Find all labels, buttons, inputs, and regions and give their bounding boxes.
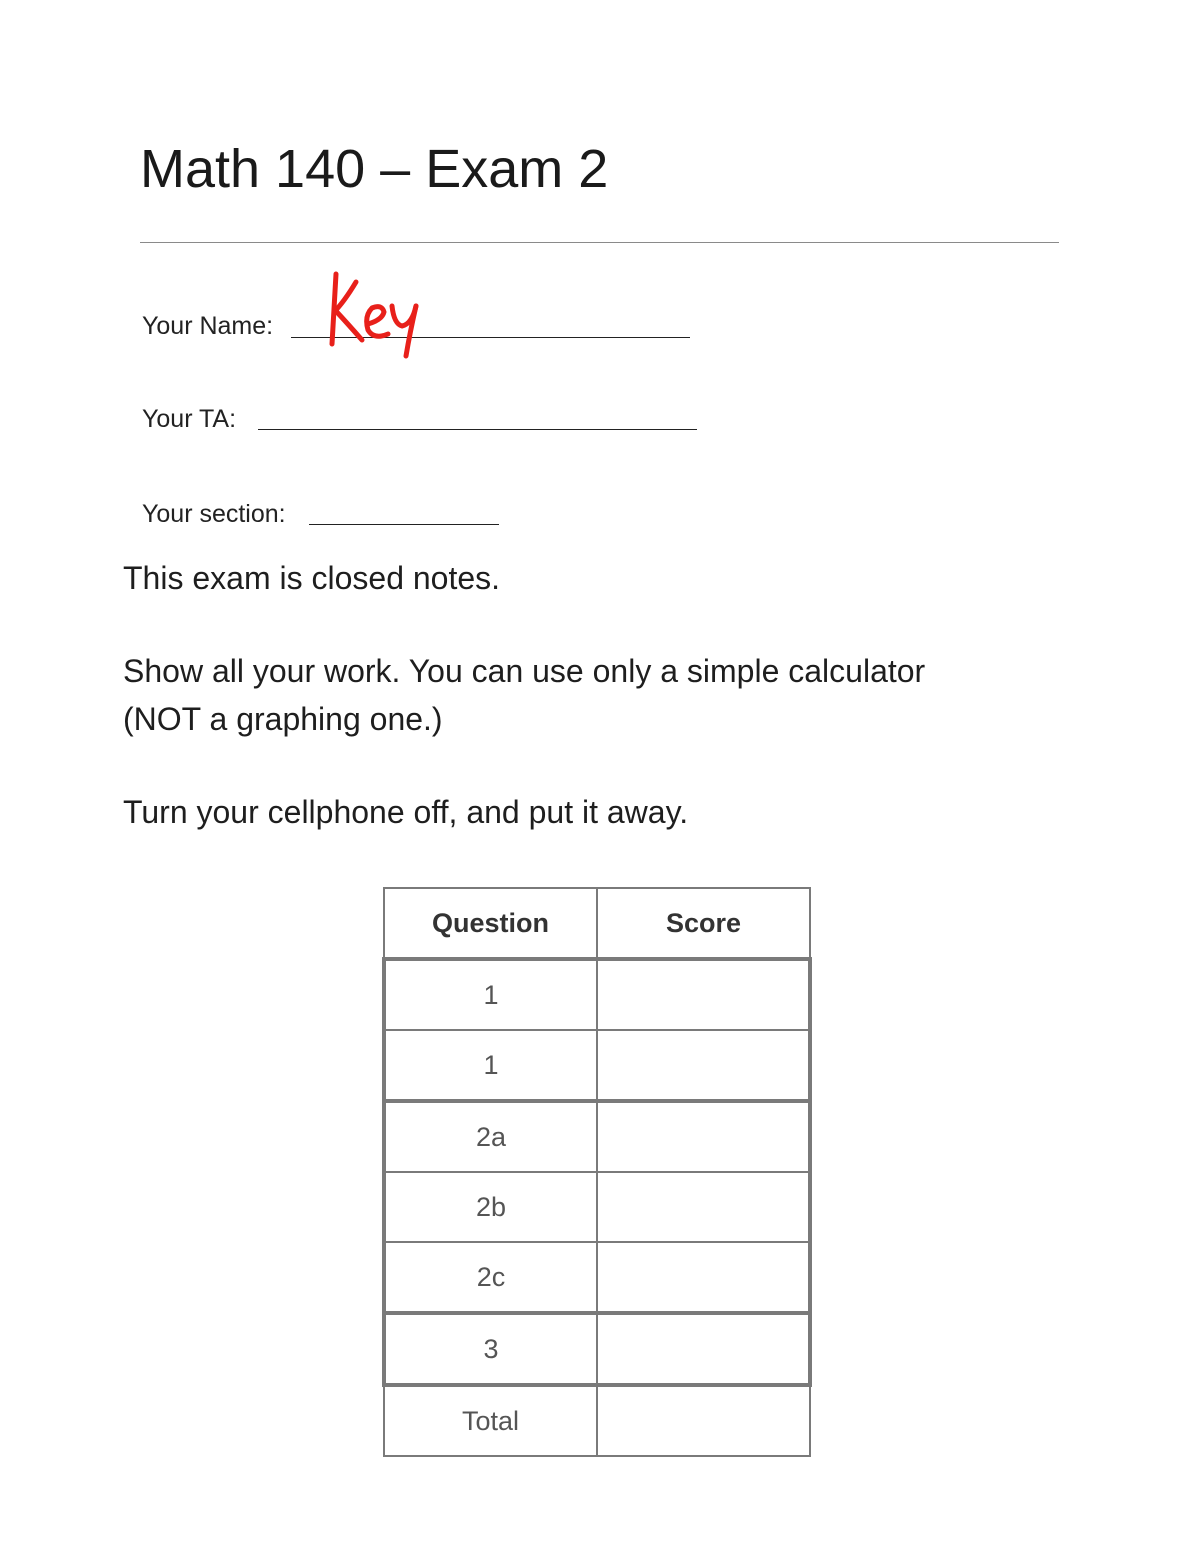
score-cell[interactable] <box>597 959 810 1030</box>
section-blank-line[interactable] <box>309 524 499 525</box>
table-row <box>384 959 810 1030</box>
title-divider <box>140 242 1059 243</box>
table-header-row <box>384 888 810 959</box>
column-header-question: Question <box>384 888 597 959</box>
instruction-show-work: Show all your work. You can use only a simple calculator <box>123 653 926 689</box>
table-row <box>384 1101 810 1172</box>
total-label-cell: Total <box>384 1385 597 1456</box>
page-title: Math 140 – Exam 2 <box>140 139 609 199</box>
instruction-calculator: (NOT a graphing one.) <box>123 701 443 737</box>
table-row <box>384 1030 810 1101</box>
table-row-total <box>384 1385 810 1456</box>
instruction-cellphone: Turn your cellphone off, and put it away. <box>123 794 689 830</box>
table-row <box>384 1242 810 1313</box>
total-score-cell[interactable] <box>597 1385 810 1456</box>
question-cell: 3 <box>384 1313 597 1385</box>
score-cell[interactable] <box>597 1242 810 1313</box>
table-row <box>384 1313 810 1385</box>
column-header-score: Score <box>597 888 810 959</box>
ta-label: Your TA: <box>142 405 237 433</box>
question-cell: 1 <box>384 1030 597 1101</box>
ta-blank-line[interactable] <box>258 429 697 430</box>
question-cell: 2c <box>384 1242 597 1313</box>
section-label: Your section: <box>142 500 286 528</box>
question-cell: 2a <box>384 1101 597 1172</box>
handwritten-key-signature <box>326 268 430 362</box>
score-cell[interactable] <box>597 1172 810 1242</box>
table-row <box>384 1172 810 1242</box>
name-label: Your Name: <box>142 312 274 340</box>
score-table <box>382 887 812 1457</box>
score-cell[interactable] <box>597 1313 810 1385</box>
score-cell[interactable] <box>597 1030 810 1101</box>
question-cell: 2b <box>384 1172 597 1242</box>
question-cell: 1 <box>384 959 597 1030</box>
instruction-closed-notes: This exam is closed notes. <box>123 560 501 596</box>
score-cell[interactable] <box>597 1101 810 1172</box>
